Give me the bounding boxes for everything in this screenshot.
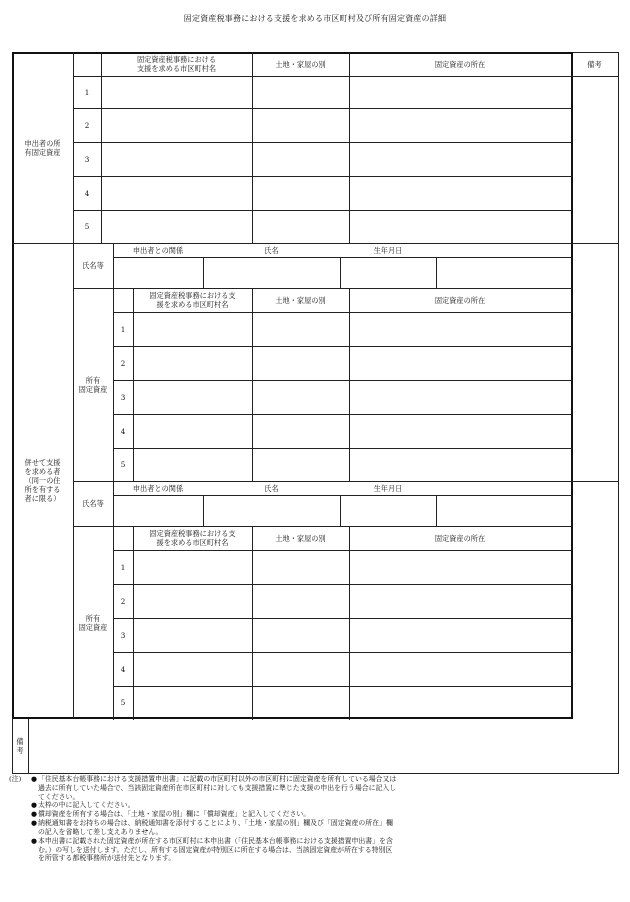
municipality-input[interactable] bbox=[102, 77, 251, 107]
name-etc-label: 氏名等 bbox=[82, 261, 104, 270]
land-building-input[interactable] bbox=[253, 109, 348, 141]
row-number: 1 bbox=[84, 87, 90, 97]
municipality-input[interactable] bbox=[134, 653, 251, 685]
note-text: 納税通知書をお持ちの場合は、納税通知書を添付することにより、「土地・家屋の別」欄及び「固定資産の所在」欄 の記入を省略して差し支えありません。 bbox=[38, 819, 393, 836]
row-number: 5 bbox=[84, 222, 90, 231]
row-number: 3 bbox=[120, 630, 126, 640]
relationship-input[interactable] bbox=[114, 258, 202, 287]
section-label-applicant-assets: 申出者の所 有固定資産 bbox=[24, 138, 61, 157]
municipality-input[interactable] bbox=[134, 551, 251, 583]
row-number: 4 bbox=[84, 188, 90, 198]
location-input[interactable] bbox=[350, 109, 570, 141]
land-building-input[interactable] bbox=[253, 687, 348, 718]
land-building-input[interactable] bbox=[253, 653, 348, 685]
column-header-municipality: 固定資産税事務における支 援を求める市区町村名 bbox=[149, 291, 236, 309]
row-number: 1 bbox=[120, 562, 126, 572]
location-input[interactable] bbox=[350, 177, 570, 209]
column-header-relationship: 申出者との関係 bbox=[132, 245, 184, 255]
land-building-input[interactable] bbox=[253, 211, 348, 242]
bullet-icon: ● bbox=[31, 819, 38, 828]
location-input[interactable] bbox=[350, 687, 570, 718]
land-building-input[interactable] bbox=[253, 381, 348, 413]
note-item bbox=[9, 819, 621, 837]
notes-section bbox=[9, 775, 621, 863]
table-rule bbox=[571, 481, 619, 482]
row-number: 2 bbox=[120, 358, 126, 368]
column-header-municipality: 固定資産税事務における 支援を求める市区町村名 bbox=[136, 55, 217, 73]
municipality-input[interactable] bbox=[102, 109, 251, 141]
municipality-input[interactable] bbox=[102, 211, 251, 242]
extra-input[interactable] bbox=[437, 482, 570, 525]
column-header-location: 固定資産の所在 bbox=[434, 533, 486, 543]
birthdate-input[interactable] bbox=[341, 482, 435, 525]
form-title: 固定資産税事務における支援を求める市区町村及び所有固定資産の詳細 bbox=[183, 14, 447, 23]
municipality-input[interactable] bbox=[102, 177, 251, 209]
column-header-relationship: 申出者との関係 bbox=[132, 483, 184, 493]
row-number: 3 bbox=[84, 154, 90, 164]
location-input[interactable] bbox=[350, 415, 570, 447]
municipality-input[interactable] bbox=[134, 347, 251, 379]
column-header-name: 氏名 bbox=[264, 245, 279, 255]
bullet-icon: ● bbox=[31, 801, 38, 810]
land-building-input[interactable] bbox=[253, 585, 348, 617]
location-input[interactable] bbox=[350, 77, 570, 107]
municipality-input[interactable] bbox=[134, 585, 251, 617]
land-building-input[interactable] bbox=[253, 143, 348, 175]
note-text: 償却資産を所有する場合は、「土地・家屋の別」欄に「償却資産」と記入してください。 bbox=[38, 810, 311, 819]
municipality-input[interactable] bbox=[134, 449, 251, 480]
land-building-input[interactable] bbox=[253, 77, 348, 107]
land-building-input[interactable] bbox=[253, 551, 348, 583]
remarks-input[interactable] bbox=[29, 719, 617, 772]
notes-prefix: (注) bbox=[9, 775, 22, 783]
location-input[interactable] bbox=[350, 585, 570, 617]
location-input[interactable] bbox=[350, 551, 570, 583]
location-input[interactable] bbox=[350, 381, 570, 413]
row-number: 3 bbox=[120, 392, 126, 402]
owned-assets-label: 所有 固定資産 bbox=[78, 375, 108, 394]
land-building-input[interactable] bbox=[253, 415, 348, 447]
location-input[interactable] bbox=[350, 449, 570, 480]
row-number: 2 bbox=[120, 596, 126, 606]
row-number: 4 bbox=[120, 426, 126, 436]
bullet-icon: ● bbox=[31, 810, 38, 819]
municipality-input[interactable] bbox=[102, 143, 251, 175]
row-number: 5 bbox=[120, 698, 126, 707]
municipality-input[interactable] bbox=[134, 415, 251, 447]
remarks-label: 備 考 bbox=[16, 737, 24, 755]
note-item bbox=[9, 810, 621, 819]
land-building-input[interactable] bbox=[253, 313, 348, 345]
land-building-input[interactable] bbox=[253, 177, 348, 209]
name-input[interactable] bbox=[204, 496, 339, 525]
note-text: 太枠の中に記入してください。 bbox=[38, 801, 135, 810]
relationship-input[interactable] bbox=[114, 496, 202, 525]
column-header-land-building: 土地・家屋の別 bbox=[275, 533, 326, 543]
table-rule bbox=[618, 52, 619, 774]
bullet-icon: ● bbox=[31, 775, 38, 783]
column-header-location: 固定資産の所在 bbox=[434, 295, 486, 305]
column-header-birthdate: 生年月日 bbox=[373, 483, 403, 493]
birthdate-input[interactable] bbox=[341, 244, 435, 287]
note-item bbox=[9, 801, 621, 810]
location-input[interactable] bbox=[350, 143, 570, 175]
note-text: 「住民基本台帳事務における支援措置申出書」に記載の市区町村以外の市区町村に固定資産を所有している場合又は 過去に所有していた場合で、当該固定資産所在市区町村に対しても支援措置に準じた支援の申出を行う場合に記入し てください。 bbox=[38, 775, 397, 801]
location-input[interactable] bbox=[350, 619, 570, 651]
name-input[interactable] bbox=[204, 258, 339, 287]
owned-assets-label: 所有 固定資産 bbox=[78, 613, 108, 632]
column-header-land-building: 土地・家屋の別 bbox=[275, 59, 326, 69]
municipality-input[interactable] bbox=[134, 619, 251, 651]
location-input[interactable] bbox=[350, 653, 570, 685]
extra-input[interactable] bbox=[437, 244, 570, 287]
location-input[interactable] bbox=[350, 347, 570, 379]
location-input[interactable] bbox=[350, 211, 570, 242]
column-header-birthdate: 生年月日 bbox=[373, 245, 403, 255]
row-number: 1 bbox=[120, 324, 126, 334]
municipality-input[interactable] bbox=[134, 313, 251, 345]
row-number: 4 bbox=[120, 664, 126, 674]
municipality-input[interactable] bbox=[134, 687, 251, 718]
column-header-remarks: 備考 bbox=[587, 59, 602, 69]
column-header-municipality: 固定資産税事務における支 援を求める市区町村名 bbox=[149, 529, 236, 547]
note-item bbox=[9, 837, 621, 863]
section-label-co-applicants: 併せて支援 を求める者 （同一の住 所を有する 者に限る） bbox=[24, 457, 61, 503]
column-header-location: 固定資産の所在 bbox=[434, 59, 486, 69]
name-etc-label: 氏名等 bbox=[82, 499, 104, 508]
land-building-input[interactable] bbox=[253, 347, 348, 379]
note-item bbox=[9, 775, 621, 801]
land-building-input[interactable] bbox=[253, 619, 348, 651]
municipality-input[interactable] bbox=[134, 381, 251, 413]
row-number: 5 bbox=[120, 460, 126, 469]
column-header-land-building: 土地・家屋の別 bbox=[275, 295, 326, 305]
row-number: 2 bbox=[84, 120, 90, 130]
land-building-input[interactable] bbox=[253, 449, 348, 480]
table-rule bbox=[12, 773, 619, 774]
bullet-icon: ● bbox=[31, 836, 38, 845]
column-header-name: 氏名 bbox=[264, 483, 279, 493]
location-input[interactable] bbox=[350, 313, 570, 345]
note-text: 本申出書に記載された固定資産が所在する市区町村に本申出書（「住民基本台帳事務における支援措置申出書」を含 む。）の写しを送付します。ただし、所有する固定資産が特別区に所在する場合は、当該固定資産が所在する特別区 を所管する都税事務所が送付先となります。 bbox=[38, 836, 393, 863]
